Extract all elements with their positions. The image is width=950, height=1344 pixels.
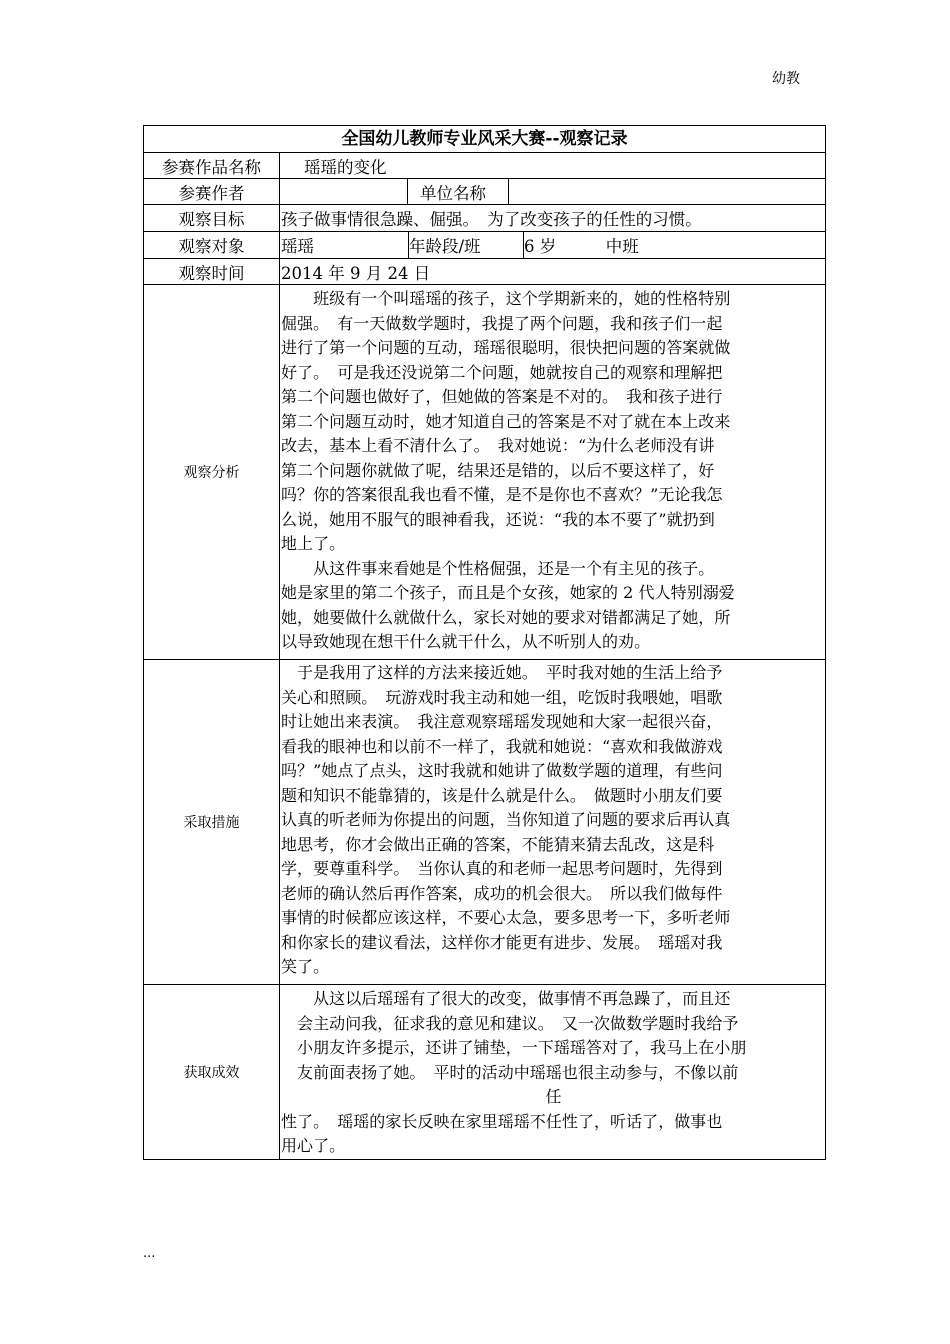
time-value: 2014 年 9 月 24 日 <box>281 263 431 283</box>
text-line: 从这以后瑶瑶有了很大的改变，做事情不再急躁了，而且还 <box>281 989 731 1008</box>
text-line: 吗？你的答案很乱我也看不懂，是不是你也不喜欢？”无论我怎 <box>281 485 723 504</box>
text-line: 老师的确认然后再作答案，成功的机会很大。 所以我们做每件 <box>281 883 723 903</box>
text-line: 性了。 瑶瑶的家长反映在家里瑶瑶不任性了，听话了，做事也 <box>281 1111 723 1131</box>
row-measures <box>144 660 825 985</box>
row-time <box>144 259 825 285</box>
author-label: 参赛作者 <box>144 179 280 204</box>
work-name-label: 参赛作品名称 <box>144 153 280 178</box>
row-analysis <box>144 285 825 660</box>
author-value[interactable] <box>281 179 407 204</box>
text-line: 和你家长的建议看法，这样你才能更有进步、发展。 瑶瑶对我 <box>281 932 723 952</box>
text-line: 认真的听老师为你提出的问题，当你知道了问题的要求后再认真 <box>281 810 731 829</box>
text-line: 班级有一个叫瑶瑶的孩子，这个学期新来的，她的性格特别 <box>281 289 731 308</box>
text-line: 第二个问题互动时，她才知道自己的答案是不对了就在本上改来 <box>281 411 731 431</box>
time-label: 观察时间 <box>144 259 280 284</box>
text-line: 好了。 可是我还没说第二个问题，她就按自己的观察和理解把 <box>281 362 723 382</box>
text-line: 地思考，你才会做出正确的答案，不能猜来猜去乱改，这是科 <box>281 834 715 854</box>
measures-text <box>281 660 826 984</box>
row-goal <box>144 205 825 232</box>
text-line: 以导致她现在想干什么就干什么，从不听别人的劝。 <box>281 632 651 651</box>
row-author <box>144 179 825 205</box>
subject-value: 瑶瑶 <box>281 237 314 256</box>
age-class-label: 年龄段/班 <box>408 232 523 258</box>
text-line: 第二个问题你就做了呢，结果还是错的，以后不要这样了，好 <box>281 460 715 480</box>
text-line: 学，要尊重科学。 当你认真的和老师一起思考问题时，先得到 <box>281 859 723 878</box>
results-text <box>281 985 826 1159</box>
form-title: 全国幼儿教师专业风采大赛--观察记录 <box>144 126 825 153</box>
text-line: 她是家里的第二个孩子，而且是个女孩，她家的 2 代人特别溺爱 <box>281 583 735 602</box>
row-work-name <box>144 153 825 179</box>
footer-mark: ... <box>143 1246 156 1261</box>
text-line: 第二个问题也做好了，但她做的答案是不对的。 我和孩子进行 <box>281 387 723 406</box>
text-line: 从这件事来看她是个性格倔强，还是一个有主见的孩子。 <box>281 558 715 578</box>
analysis-label: 观察分析 <box>144 285 280 659</box>
text-line: 地上了。 <box>281 534 346 553</box>
row-results <box>144 985 825 1159</box>
observation-record-form <box>143 125 826 1160</box>
text-line: 吗？”她点了点头，这时我就和她讲了做数学题的道理，有些问 <box>281 761 723 780</box>
text-line: 看我的眼神也和以前不一样了，我就和她说：“喜欢和我做游戏 <box>281 736 723 756</box>
goal-value: 孩子做事情很急躁、倔强。 为了改变孩子的任性的习惯。 <box>281 210 702 229</box>
text-line: 友前面表扬了她。 平时的活动中瑶瑶也很主动参与，不像以前 <box>281 1062 739 1082</box>
age-class-value: 6 岁 中班 <box>523 232 826 258</box>
text-line: 改去，基本上看不清什么了。 我对她说：“为什么老师没有讲 <box>281 436 715 455</box>
text-line: 笑了。 <box>281 957 330 976</box>
analysis-text <box>281 285 826 659</box>
text-line: 她，她要做什么就做什么，家长对她的要求对错都满足了她，所 <box>281 607 731 627</box>
subject-label: 观察对象 <box>144 232 280 258</box>
header-tag: 幼教 <box>772 71 800 87</box>
text-line: 小朋友许多提示，还讲了铺垫，一下瑶瑶答对了，我马上在小朋 <box>281 1038 747 1057</box>
text-line: 于是我用了这样的方法来接近她。 平时我对她的生活上给予 <box>281 663 723 682</box>
row-subject <box>144 232 825 259</box>
text-line: 关心和照顾。 玩游戏时我主动和她一组，吃饭时我喂她，唱歌 <box>281 687 723 707</box>
text-line: 任 <box>545 1087 562 1106</box>
text-line: 进行了第一个问题的互动，瑶瑶很聪明，很快把问题的答案就做 <box>281 338 731 357</box>
goal-label: 观察目标 <box>144 205 280 231</box>
unit-name-label: 单位名称 <box>407 179 508 204</box>
work-name-value: 瑶瑶的变化 <box>304 157 387 177</box>
text-line: 事情的时候都应该这样，不要心太急，要多思考一下，多听老师 <box>281 908 731 927</box>
results-label: 获取成效 <box>144 985 280 1159</box>
measures-label: 采取措施 <box>144 660 280 984</box>
unit-name-value[interactable] <box>508 179 826 204</box>
text-line: 用心了。 <box>281 1136 346 1155</box>
text-line: 题和知识不能靠猜的，该是什么就是什么。 做题时小朋友们要 <box>281 785 723 805</box>
text-line: 会主动问我，征求我的意见和建议。 又一次做数学题时我给予 <box>281 1013 739 1033</box>
text-line: 倔强。 有一天做数学题时，我提了两个问题，我和孩子们一起 <box>281 313 723 333</box>
text-line: 时让她出来表演。 我注意观察瑶瑶发现她和大家一起很兴奋， <box>281 712 723 731</box>
text-line: 么说，她用不服气的眼神看我，还说：“我的本不要了”就扔到 <box>281 509 715 529</box>
